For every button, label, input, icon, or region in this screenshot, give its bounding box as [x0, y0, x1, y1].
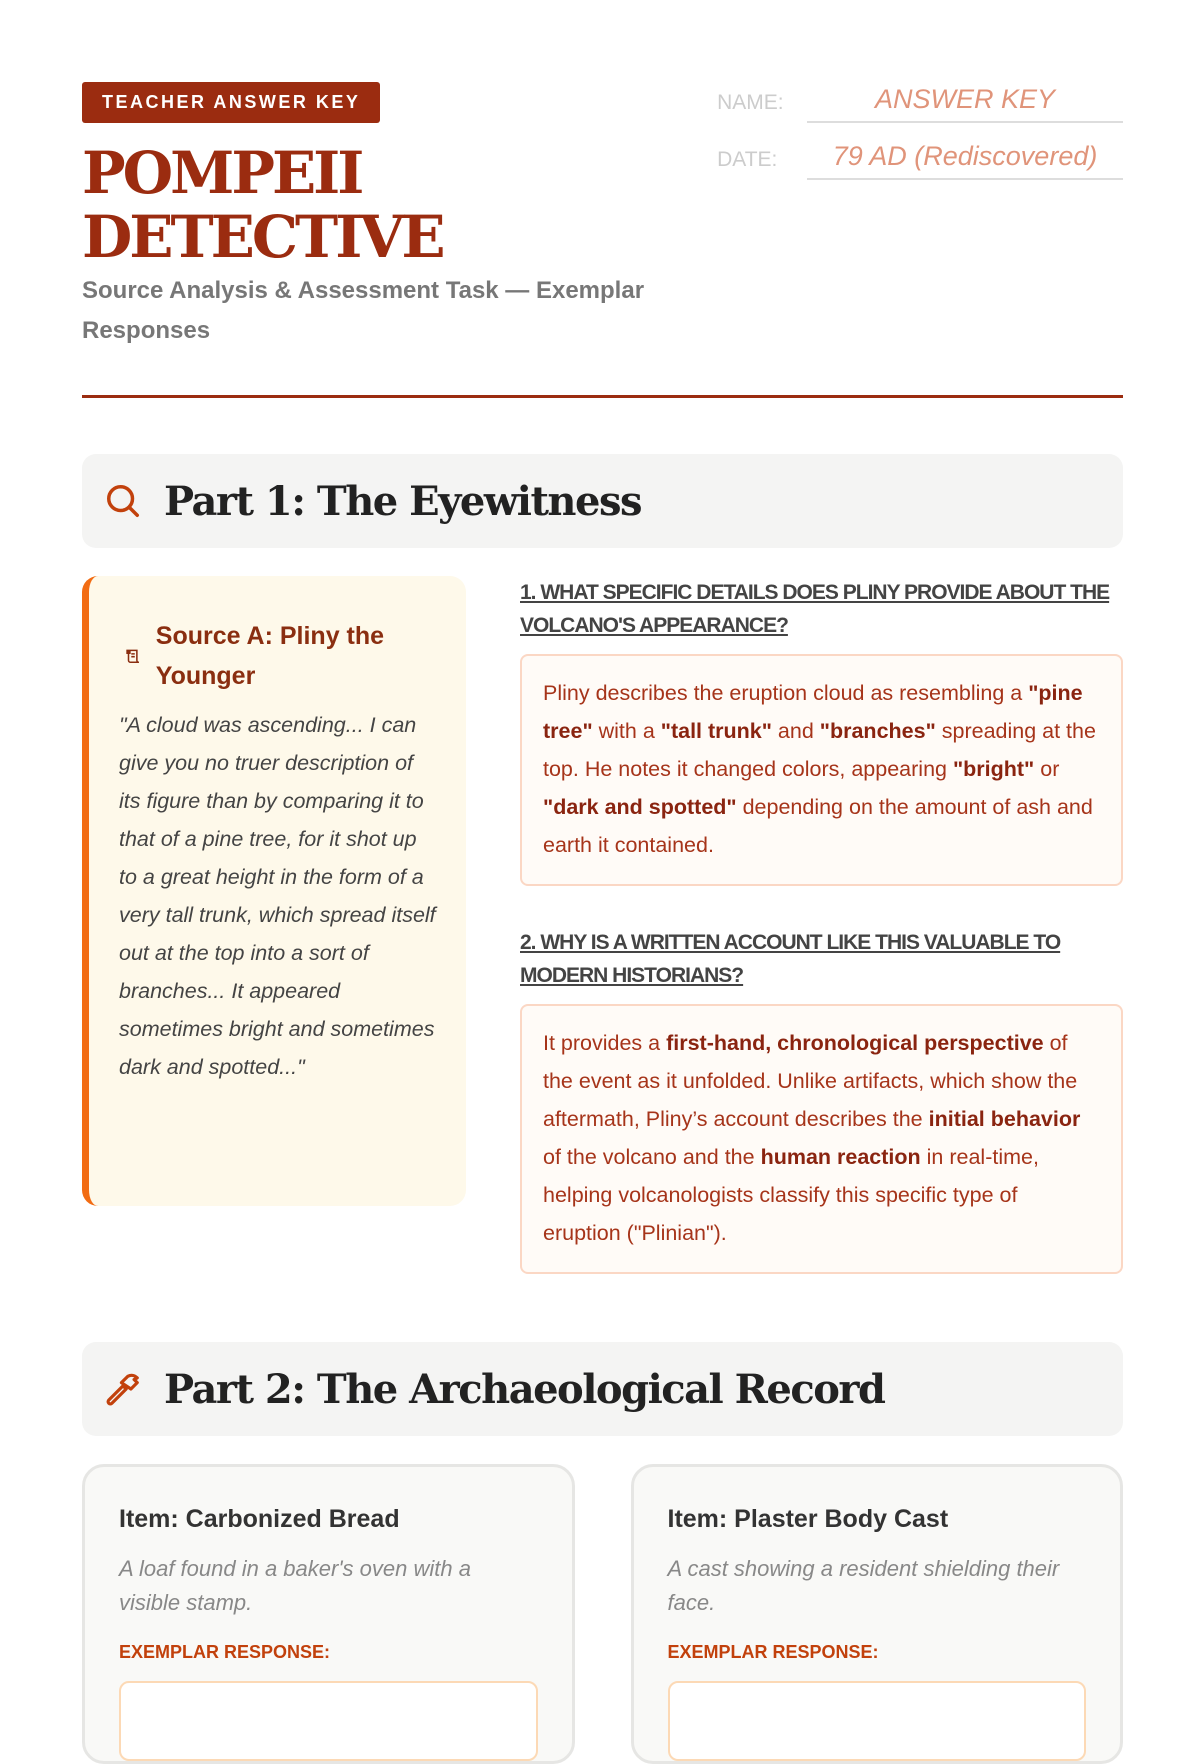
page-subtitle: Source Analysis & Assessment Task — Exemplar Responses	[82, 277, 645, 344]
source-title: Source A: Pliny the Younger	[155, 622, 385, 690]
exemplar-response-box	[119, 1681, 538, 1761]
answer-text: and	[771, 719, 820, 743]
part2-title: Part 2: The Archaeological Record	[164, 1365, 885, 1413]
answer-text: in real-time, helping volcanologists classify this specific type of eruption ("Plinian").	[543, 1145, 1039, 1245]
source-a-card	[82, 576, 466, 1206]
answer-highlight: initial behavior	[928, 1107, 1081, 1131]
search-icon	[104, 482, 142, 520]
artifact-description: A loaf found in a baker's oven with a visible stamp.	[119, 1556, 471, 1615]
answer-text: depending on the amount of ash and earth it contained.	[543, 795, 1093, 857]
answer-key-badge: TEACHER ANSWER KEY	[82, 82, 380, 123]
question-1	[520, 576, 1123, 886]
artifact-card	[82, 1464, 575, 1764]
answer-highlight: "bright"	[952, 757, 1035, 781]
name-label: NAME:	[717, 91, 784, 114]
hammer-icon	[104, 1370, 142, 1408]
answer-text: or	[1034, 757, 1060, 781]
answer-text: Pliny describes the eruption cloud as resembling a	[543, 681, 1029, 705]
artifact-title: Item: Plaster Body Cast	[667, 1505, 949, 1533]
exemplar-response-box	[668, 1681, 1087, 1761]
answer-highlight: first-hand, chronological perspective	[666, 1031, 1044, 1055]
meta-fields	[717, 84, 1123, 351]
question-2	[520, 926, 1123, 1274]
artifact-description: A cast showing a resident shielding their face.	[667, 1556, 1060, 1615]
artifact-card	[631, 1464, 1124, 1764]
answer-highlight: "branches"	[819, 719, 936, 743]
artifact-title: Item: Carbonized Bread	[119, 1505, 400, 1533]
date-label: DATE:	[717, 148, 778, 171]
question-2-text: 2. WHY IS A WRITTEN ACCOUNT LIKE THIS VALUABLE TO MODERN HISTORIANS?	[520, 931, 1061, 987]
answer-text: spreading at the top. He notes it changed colors, appearing	[543, 719, 1096, 781]
answer-highlight: "pine tree"	[543, 681, 1083, 743]
part2-header	[82, 1342, 1123, 1436]
answer-highlight: "tall trunk"	[660, 719, 772, 743]
answer-highlight: human reaction	[760, 1145, 921, 1169]
date-field[interactable]: 79 AD (Rediscovered)	[807, 141, 1123, 180]
name-field[interactable]: ANSWER KEY	[807, 84, 1123, 123]
source-quote: "A cloud was ascending... I can give you no truer description of its figure than by comparing it to that of a pine tree, for it shot up to a great height in the form of a very tall trunk, which spread itself out at the top into a sort of branches... It appeared sometimes bright and sometimes dark and spotted..."	[119, 713, 436, 1079]
answer-text: of the event as it unfolded. Unlike artifacts, which show the aftermath, Pliny’s account describes the	[543, 1031, 1078, 1131]
answer-text: of the volcano and the	[543, 1145, 761, 1169]
scroll-icon	[125, 646, 142, 666]
part1-header	[82, 454, 1123, 548]
exemplar-label: EXEMPLAR RESPONSE:	[667, 1642, 879, 1662]
answer-text: It provides a	[543, 1031, 667, 1055]
answer-text: with a	[592, 719, 661, 743]
header-divider	[82, 395, 1123, 398]
page-title: POMPEII DETECTIVE	[82, 139, 443, 271]
exemplar-label: EXEMPLAR RESPONSE:	[119, 1642, 331, 1662]
part1-title: Part 1: The Eyewitness	[164, 477, 641, 525]
answer-highlight: "dark and spotted"	[543, 795, 737, 819]
header	[82, 82, 1123, 351]
question-1-text: 1. WHAT SPECIFIC DETAILS DOES PLINY PROVIDE ABOUT THE VOLCANO'S APPEARANCE?	[520, 581, 1110, 637]
answer-1	[520, 654, 1123, 886]
answer-2	[520, 1004, 1123, 1274]
